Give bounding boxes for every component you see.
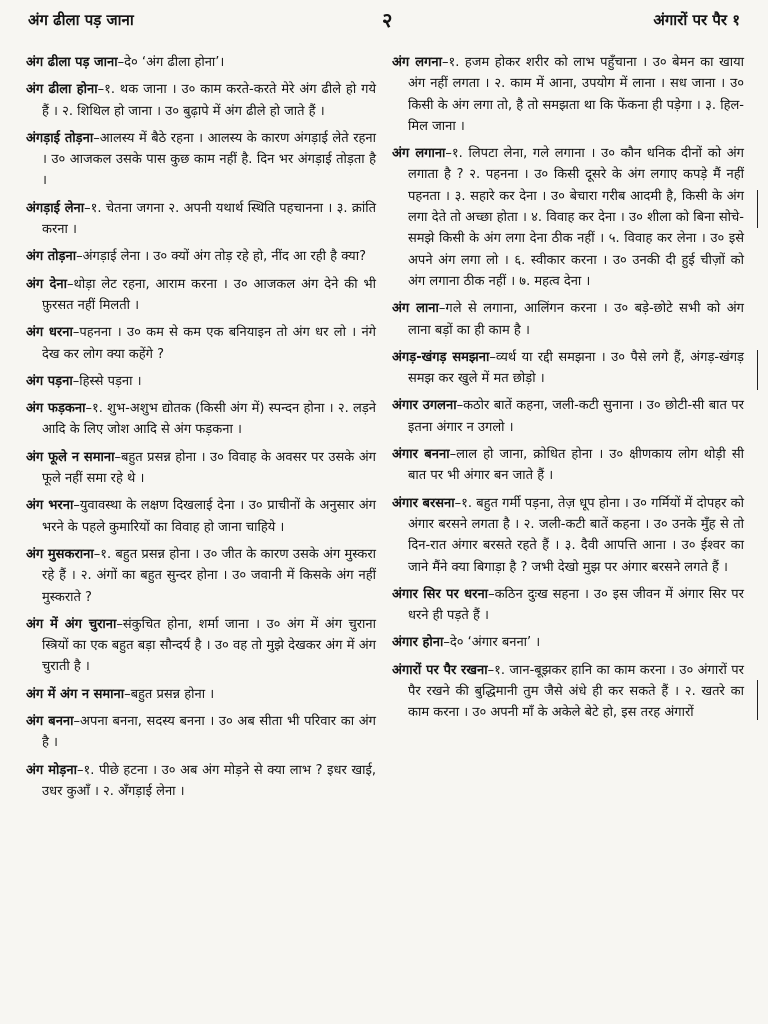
entry-definition: –लाल हो जाना, क्रोधित होना । उ० क्षीणकाय लोग थोड़ी सी बात पर भी अंगार बन जाते हैं । [408,447,745,484]
dictionary-entry [392,444,744,487]
entry-headword: अंगार उगलना [392,398,457,414]
dictionary-entry [26,246,376,267]
entry-definition: –थोड़ा लेट रहना, आराम करना । उ० आजकल अंग देने की भी फ़ुरसत नहीं मिलती । [42,276,376,313]
entry-definition: –१. लिपटा लेना, गले लगाना । उ० कौन धनिक दीनों को अंग लगाता है ? २. पहनना । उ० किसी दूसरे के अंग लगाए कपड़े मैं नहीं पहनता । ३. सहारे कर देना । उ० बेचारा गरीब आदमी है, किसी के अंग लगा देते तो अच्छा होता । ४. विवाह कर देना । उ० शीला को बिना सोचे-समझे किसी के अंग लगा देना ठीक नहीं । ५. विवाह कर लेना । उ० इसे अपने अंग लगा लो । ६. स्वीकार करना । उ० उनकी दी हुई चीज़ों को अंग लगाना ठीक नहीं । ७. महत्व देना । [408,146,745,289]
entry-headword: अंग धरना [26,325,73,341]
page-header [22,10,746,40]
entry-definition: –व्यर्थ या रद्दी समझना । उ० पैसे लगे हैं, अंगड़-खंगड़ समझ कर खुले में मत छोड़ो । [408,349,744,387]
entry-headword: अंग लगना [392,55,442,70]
dictionary-entry [392,347,744,390]
entry-headword: अंगार सिर पर धरना [392,586,489,602]
entry-headword: अंग देना [26,276,68,292]
entry-headword: अंग मोड़ना [26,762,77,778]
entry-headword: अंगड़ाई तोड़ना [26,130,94,146]
entry-headword: अंगार होना [392,635,444,651]
entry-definition: –गले से लगाना, आलिंगन करना । उ० बड़े-छोटे सभी को अंग लाना बड़ों का ही काम है । [408,301,744,338]
entry-definition: –पहनना । उ० कम से कम एक बनियाइन तो अंग धर लो । नंगे देख कर लोग क्या कहेंगे ? [42,325,377,362]
entry-definition: –१. शुभ-अशुभ द्योतक (किसी अंग में) स्पन्दन होना । २. लड़ने आदि के लिए जोश आदि से अंग फड़कना । [42,401,377,438]
entry-definition: –कठिन दुःख सहना । उ० इस जीवन में अंगार सिर पर धरने ही पड़ते हैं । [408,586,744,624]
entry-definition: –दे० ‘अंग ढीला होना’। [117,55,225,70]
header-right-guideword: अंगारों पर पैर १ [653,11,740,29]
entry-definition: –बहुत प्रसन्न होना । [124,686,215,702]
entry-headword: अंगारों पर पैर रखना [392,662,488,678]
entry-definition: –आलस्य में बैठे रहना । आलस्य के कारण अंगड़ाई लेते रहना । उ० आजकल उसके पास कुछ काम नहीं है. दिन भर अंगड़ाई तोड़ता है । [42,130,376,189]
dictionary-entry [392,660,744,724]
dictionary-entry [392,298,744,341]
entry-definition: –१. बहुत प्रसन्न होना । उ० जीत के कारण उसके अंग मुस्करा रहे हैं । २. अंगों का बहुत सुन्दर होना । उ० जवानी में किसके अंग नहीं मुस्कराते ? [42,546,376,605]
left-column [26,52,376,808]
margin-rule [757,190,758,228]
entry-headword: अंग मुसकराना [26,546,94,562]
entry-headword: अंगार बरसना [392,495,455,511]
entry-definition: –१. हजम होकर शरीर को लाभ पहुँचाना । उ० बेमन का खाया अंग नहीं लगता । २. काम में आना, उपयोग में लाना । सध जाना । उ० किसी के अंग लगा तो, है तो समझता था कि फेंकना ही पड़ेगा । ३. हिल-मिल जाना । [408,55,744,134]
dictionary-entry [26,495,376,538]
dictionary-entry [26,760,376,803]
dictionary-entry [26,544,376,608]
dictionary-entry [26,128,376,192]
entry-definition: –हिस्से पड़ना । [72,373,142,389]
dictionary-entry [26,52,376,73]
entry-definition: –युवावस्था के लक्षण दिखलाई देना । उ० प्राचीनों के अनुसार अंग भरने के पहले कुमारियों का विवाह हो जाना चाहिये । [42,498,376,535]
dictionary-entry [26,371,376,392]
dictionary-entry [26,711,376,754]
entry-headword: अंग फड़कना [26,401,86,417]
entry-definition: –कठोर बातें कहना, जली-कटी सुनाना । उ० छोटी-सी बात पर इतना अंगार न उगलो । [408,398,744,435]
dictionary-entry [26,322,376,365]
entry-headword: अंगार बनना [392,447,450,463]
dictionary-entry [26,614,376,678]
entry-headword: अंग में अंग न समाना [26,686,125,702]
entry-headword: अंग लाना [392,301,439,317]
entry-definition: –दे० ‘अंगार बनना’ । [443,635,541,651]
entry-definition: –संकुचित होना, शर्मा जाना । उ० अंग में अंग चुराना स्त्रियों का एक बहुत बड़ा सौन्दर्य है । उ० वह तो मुझे देखकर अंग में अंग चुराती है । [42,616,377,675]
dictionary-entry [392,584,744,627]
entry-headword: अंग ढीला पड़ जाना [26,55,118,70]
entry-headword: अंग में अंग चुराना [26,616,117,632]
dictionary-entry [392,143,744,292]
entry-headword: अंगड़ाई लेना [26,200,85,216]
dictionary-entry [392,632,744,653]
entry-headword: अंग लगाना [392,146,446,162]
entry-definition: –बहुत प्रसन्न होना । उ० विवाह के अवसर पर उसके अंग फूले नहीं समा रहे थे । [42,449,376,487]
entry-headword: अंग फूले न समाना [26,449,115,465]
dictionary-entry [26,398,376,441]
dictionary-entry [26,684,376,705]
margin-rule [757,680,758,720]
entry-definition: –अपना बनना, सदस्य बनना । उ० अब सीता भी परिवार का अंग है । [42,714,377,751]
dictionary-entry [26,447,376,490]
dictionary-entry [392,52,744,137]
entry-headword: अंग पड़ना [26,373,73,389]
entry-headword: अंग तोड़ना [26,249,77,265]
entry-definition: –१. पीछे हटना । उ० अब अंग मोड़ने से क्या लाभ ? इधर खाई, उधर कुआँ । २. अँगड़ाई लेना । [42,762,376,799]
dictionary-entry [392,395,744,438]
entry-headword: अंग ढीला होना [26,82,98,98]
page-number: २ [382,8,393,32]
entry-definition: –१. जान-बूझकर हानि का काम करना । उ० अंगारों पर पैर रखने की बुद्धिमानी तुम जैसे अंधे ही कर सकते हैं । २. खतरे का काम करना । उ० अपनी माँ के अकेले बेटे हो, इस तरह अंगारों [408,662,744,721]
right-column [392,52,744,730]
dictionary-entry [26,274,376,317]
entry-definition: –१. थक जाना । उ० काम करते-करते मेरे अंग ढीले हो गये हैं । २. शिथिल हो जाना । उ० बुढ़ापे में अंग ढीले हो जाते हैं । [42,82,376,119]
entry-headword: अंगड़-खंगड़ समझना [392,349,490,365]
entry-definition: –अंगड़ाई लेना । उ० क्यों अंग तोड़ रहे हो, नींद आ रही है क्या? [76,249,366,265]
entry-headword: अंग बनना [26,714,74,730]
dictionary-entry [392,493,744,578]
dictionary-entry [26,79,376,122]
entry-definition: –१. चेतना जगना २. अपनी यथार्थ स्थिति पहचानना । ३. क्रांति करना । [42,200,376,238]
entry-headword: अंग भरना [26,498,74,514]
header-left-guideword: अंग ढीला पड़ जाना [28,11,134,29]
entry-definition: –१. बहुत गर्मी पड़ना, तेज़ धूप होना । उ० गर्मियों में दोपहर को अंगार बरसने लगता है । २. जली-कटी बातें कहना । उ० उनके मुँह से तो दिन-रात अंगार बरसते रहते हैं । ३. दैवी आपत्ति आना । उ० ईश्वर का जाने मैंने क्या बिगाड़ा है ? जभी देखो मुझ पर अंगार बरसने लगते हैं । [408,495,744,575]
dictionary-entry [26,198,376,241]
margin-rule [757,350,758,390]
